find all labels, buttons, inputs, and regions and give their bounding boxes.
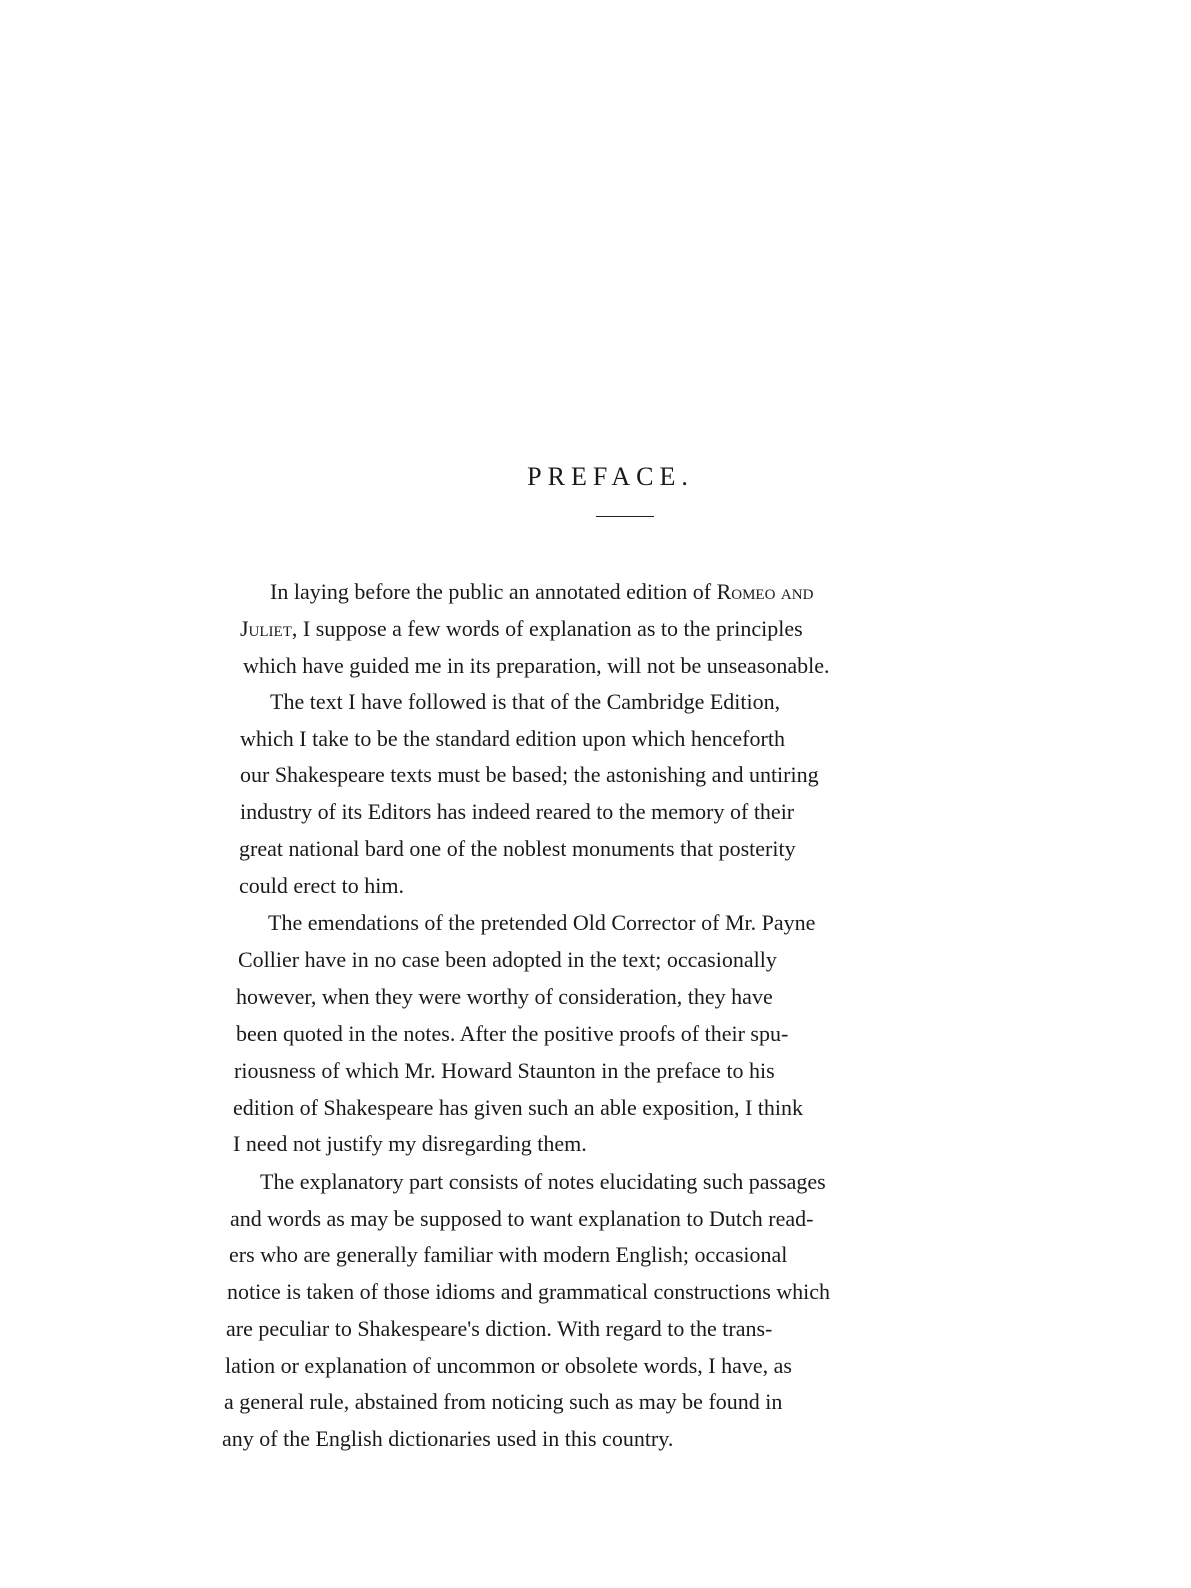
paragraph-3-line-4: been quoted in the notes. After the positive proofs of their spu- <box>236 1021 789 1046</box>
paragraph-4-line-7: a general rule, abstained from noticing such as may be found in <box>224 1389 783 1414</box>
paragraph-3-line-6: edition of Shakespeare has given such an able exposition, I think <box>233 1095 804 1120</box>
paragraph-2-line-2: which I take to be the standard edition upon which henceforth <box>240 726 785 751</box>
paragraph-4-line-3: ers who are generally familiar with modern English; occasional <box>229 1242 788 1267</box>
paragraph-1-line-3: which have guided me in its preparation, will not be unseasonable. <box>243 653 830 678</box>
paragraph-4-line-8: any of the English dictionaries used in this country. <box>222 1426 674 1451</box>
paragraph-2-line-1: The text I have followed is that of the Cambridge Edition, <box>270 689 781 714</box>
paragraph-4-line-6: lation or explanation of uncommon or obsolete words, I have, as <box>225 1353 792 1378</box>
paragraph-3-line-3: however, when they were worthy of consideration, they have <box>236 984 773 1009</box>
line-text: , I suppose a few words of explanation as to the principles <box>291 616 803 641</box>
paragraph-3-line-1: The emendations of the pretended Old Corrector of Mr. Payne <box>268 910 816 935</box>
paragraph-3-line-7: I need not justify my disregarding them. <box>233 1131 587 1156</box>
paragraph-1-line-1 <box>270 579 1010 605</box>
play-title-small-caps: Romeo and <box>716 579 814 604</box>
page-title: PREFACE. <box>527 462 694 491</box>
play-title-small-caps: Juliet <box>240 616 292 641</box>
paragraph-4-line-4: notice is taken of those idioms and grammatical constructions which <box>227 1279 831 1304</box>
paragraph-3-line-5: riousness of which Mr. Howard Staunton in the preface to his <box>234 1058 775 1083</box>
paragraph-3-line-2: Collier have in no case been adopted in the text; occasionally <box>238 947 777 972</box>
paragraph-2-line-4: industry of its Editors has indeed reared to the memory of their <box>240 799 795 824</box>
paragraph-1-line-2 <box>240 616 1010 642</box>
paragraph-2-line-6: could erect to him. <box>239 873 404 898</box>
paragraph-2-line-5: great national bard one of the noblest monuments that posterity <box>239 836 796 861</box>
paragraph-4-line-5: are peculiar to Shakespeare's diction. With regard to the trans- <box>226 1316 773 1341</box>
title-rule <box>596 516 654 517</box>
line-text: In laying before the public an annotated edition of <box>270 579 717 604</box>
paragraph-4-line-1: The explanatory part consists of notes elucidating such passages <box>260 1169 826 1194</box>
paragraph-2-line-3: our Shakespeare texts must be based; the astonishing and untiring <box>240 762 819 787</box>
paragraph-4-line-2: and words as may be supposed to want explanation to Dutch read- <box>230 1206 814 1231</box>
